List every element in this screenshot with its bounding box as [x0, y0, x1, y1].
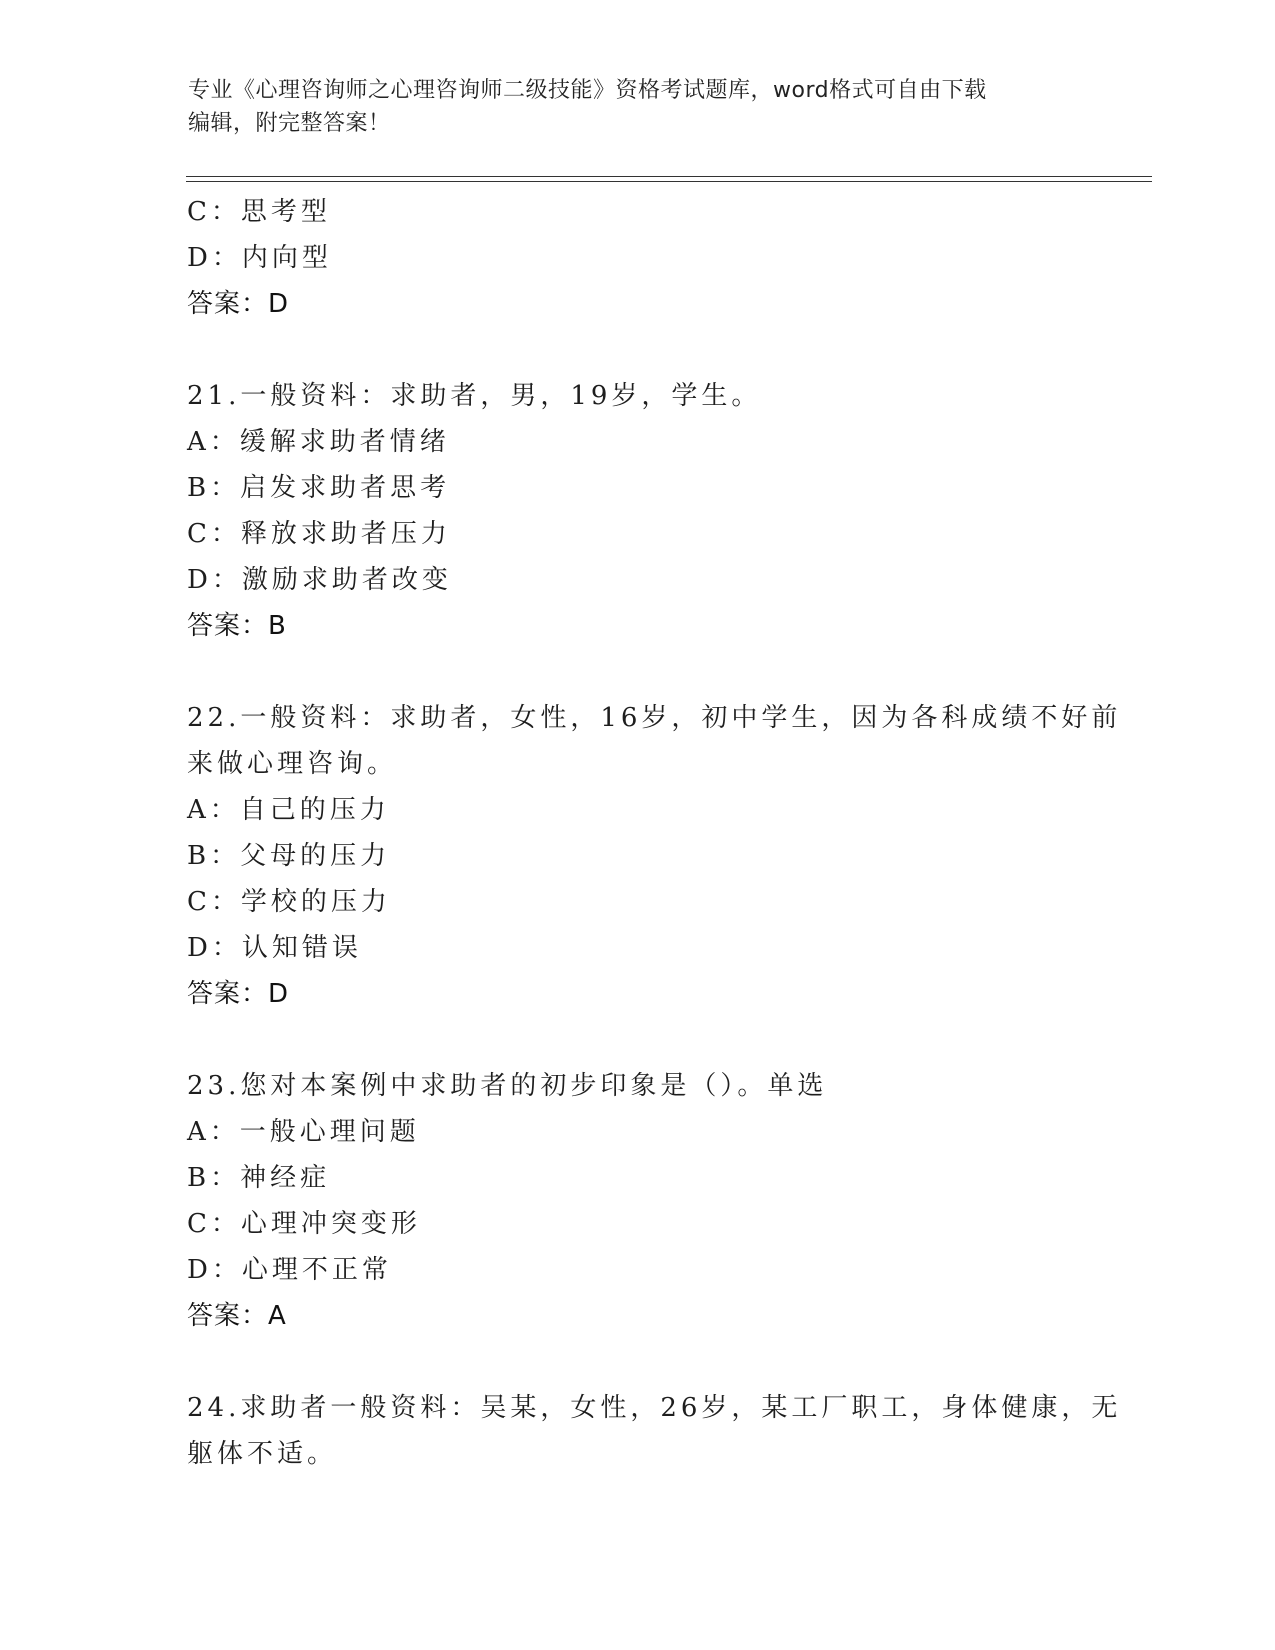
question-stem-line-1: 22.一般资料：求助者，女性，16岁，初中学生，因为各科成绩不好前 — [187, 703, 1122, 733]
option-c: C：心理冲突变形 — [187, 1209, 421, 1239]
option-b: B：启发求助者思考 — [187, 473, 451, 503]
option-c: C：释放求助者压力 — [187, 519, 451, 549]
header-line-1: 专业《心理咨询师之心理咨询师二级技能》资格考试题库，word格式可自由下载 — [188, 78, 987, 103]
question-stem-line-2: 躯体不适。 — [187, 1439, 338, 1469]
option-d: D：激励求助者改变 — [187, 565, 452, 595]
answer-line: 答案：D — [187, 979, 290, 1009]
option-c: C：思考型 — [187, 197, 331, 227]
spacer — [187, 649, 1087, 695]
header-divider-bottom — [186, 181, 1152, 182]
question-stem-line-1: 24.求助者一般资料：吴某，女性，26岁，某工厂职工，身体健康，无 — [187, 1393, 1122, 1423]
header-line-2: 编辑，附完整答案！ — [188, 111, 391, 136]
spacer — [187, 1017, 1087, 1063]
question-stem: 21.一般资料：求助者，男，19岁，学生。 — [187, 381, 762, 411]
option-d: D：内向型 — [187, 243, 332, 273]
spacer — [187, 327, 1087, 373]
option-b: B：神经症 — [187, 1163, 331, 1193]
spacer — [187, 1339, 1087, 1385]
option-b: B：父母的压力 — [187, 841, 391, 871]
answer-line: 答案：D — [187, 289, 290, 319]
option-d: D：心理不正常 — [187, 1255, 392, 1285]
question-block-22 — [187, 695, 1122, 1017]
answer-line: 答案：B — [187, 611, 287, 641]
question-list — [187, 189, 1122, 1477]
option-a: A：自己的压力 — [187, 795, 390, 825]
question-block-23 — [187, 1063, 1087, 1339]
answer-line: 答案：A — [187, 1301, 287, 1331]
question-block-continued — [187, 189, 1087, 327]
question-block-21 — [187, 373, 1087, 649]
option-c: C：学校的压力 — [187, 887, 391, 917]
option-a: A：缓解求助者情绪 — [187, 427, 450, 457]
option-d: D：认知错误 — [187, 933, 362, 963]
option-a: A：一般心理问题 — [187, 1117, 420, 1147]
question-block-24 — [187, 1385, 1122, 1477]
question-stem: 23.您对本案例中求助者的初步印象是（）。单选 — [187, 1071, 828, 1101]
page-header — [188, 74, 1088, 140]
header-divider-top — [186, 176, 1152, 177]
question-stem-line-2: 来做心理咨询。 — [187, 749, 398, 779]
